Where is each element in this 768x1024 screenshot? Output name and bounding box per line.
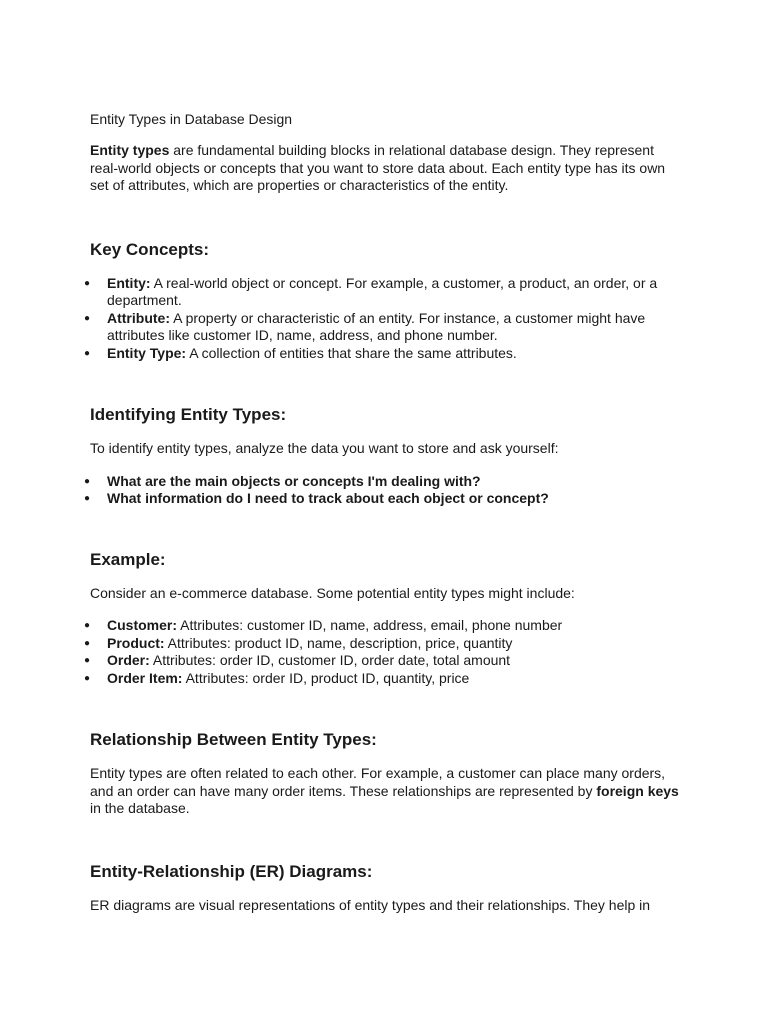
list-item [90,310,680,345]
example-list [90,617,680,687]
document-title: Entity Types in Database Design [90,111,293,127]
list-item-text: Attributes: order ID, product ID, quantity, price [182,669,470,686]
intro-term: Entity types [90,142,170,158]
identifying-heading: Identifying Entity Types: [90,405,287,424]
list-item [90,617,680,635]
example-intro: Consider an e-commerce database. Some potential entity types might include: [90,584,575,601]
list-item [90,345,680,363]
identifying-questions-list [90,473,680,508]
list-item-text: Attributes: customer ID, name, address, email, phone number [177,617,563,633]
list-item-text: A real-world object or concept. For example, a customer, a product, an order, or a department. [107,274,658,308]
example-heading: Example: [90,549,166,569]
list-item-term: Entity Type: [107,344,187,361]
er-diagrams-paragraph: ER diagrams are visual representations of entity types and their relationships. They help in [90,896,651,913]
list-item-term: Order Item: [107,669,183,686]
relationship-heading: Relationship Between Entity Types: [90,730,377,749]
list-item-term: Attribute: [107,309,170,326]
list-item-text: Attributes: order ID, customer ID, order date, total amount [149,652,511,668]
relationship-text-after: in the database. [90,800,190,816]
list-item [90,652,680,670]
intro-text: are fundamental building blocks in relational database design. They represent real-world objects or concepts that you want to store data about. Each entity type has its own set of attributes, which are properties or characteristics of the entity. [90,142,666,193]
list-item [90,635,680,653]
list-item-text: Attributes: product ID, name, description, price, quantity [164,634,513,651]
relationship-term: foreign keys [596,782,679,799]
list-item-term: Customer: [107,617,178,633]
list-item-term: Order: [107,652,150,668]
relationship-text-before: Entity types are often related to each other. For example, a customer can place many orders, and an order can have many order items. These relationships are represented by [90,765,666,799]
list-item [90,670,680,688]
list-item-term: Entity: [107,274,151,291]
key-concepts-heading: Key Concepts: [90,239,210,259]
identifying-intro: To identify entity types, analyze the data you want to store and ask yourself: [90,440,559,456]
document-page [90,110,680,914]
list-item: ● What information do I need to track about each object or concept? [90,490,680,508]
er-diagrams-heading: Entity-Relationship (ER) Diagrams: [90,861,373,881]
relationship-paragraph [90,765,680,818]
intro-paragraph [90,142,680,195]
key-concepts-list [90,275,680,363]
list-item: ● What are the main objects or concepts I'm dealing with? [90,473,680,491]
list-item [90,275,680,310]
list-item-term: Product: [107,634,165,651]
list-item-text: A property or characteristic of an entity. For instance, a customer might have attributes like customer ID, name, address, and phone number. [107,309,646,343]
list-item-text: A collection of entities that share the same attributes. [186,344,517,361]
